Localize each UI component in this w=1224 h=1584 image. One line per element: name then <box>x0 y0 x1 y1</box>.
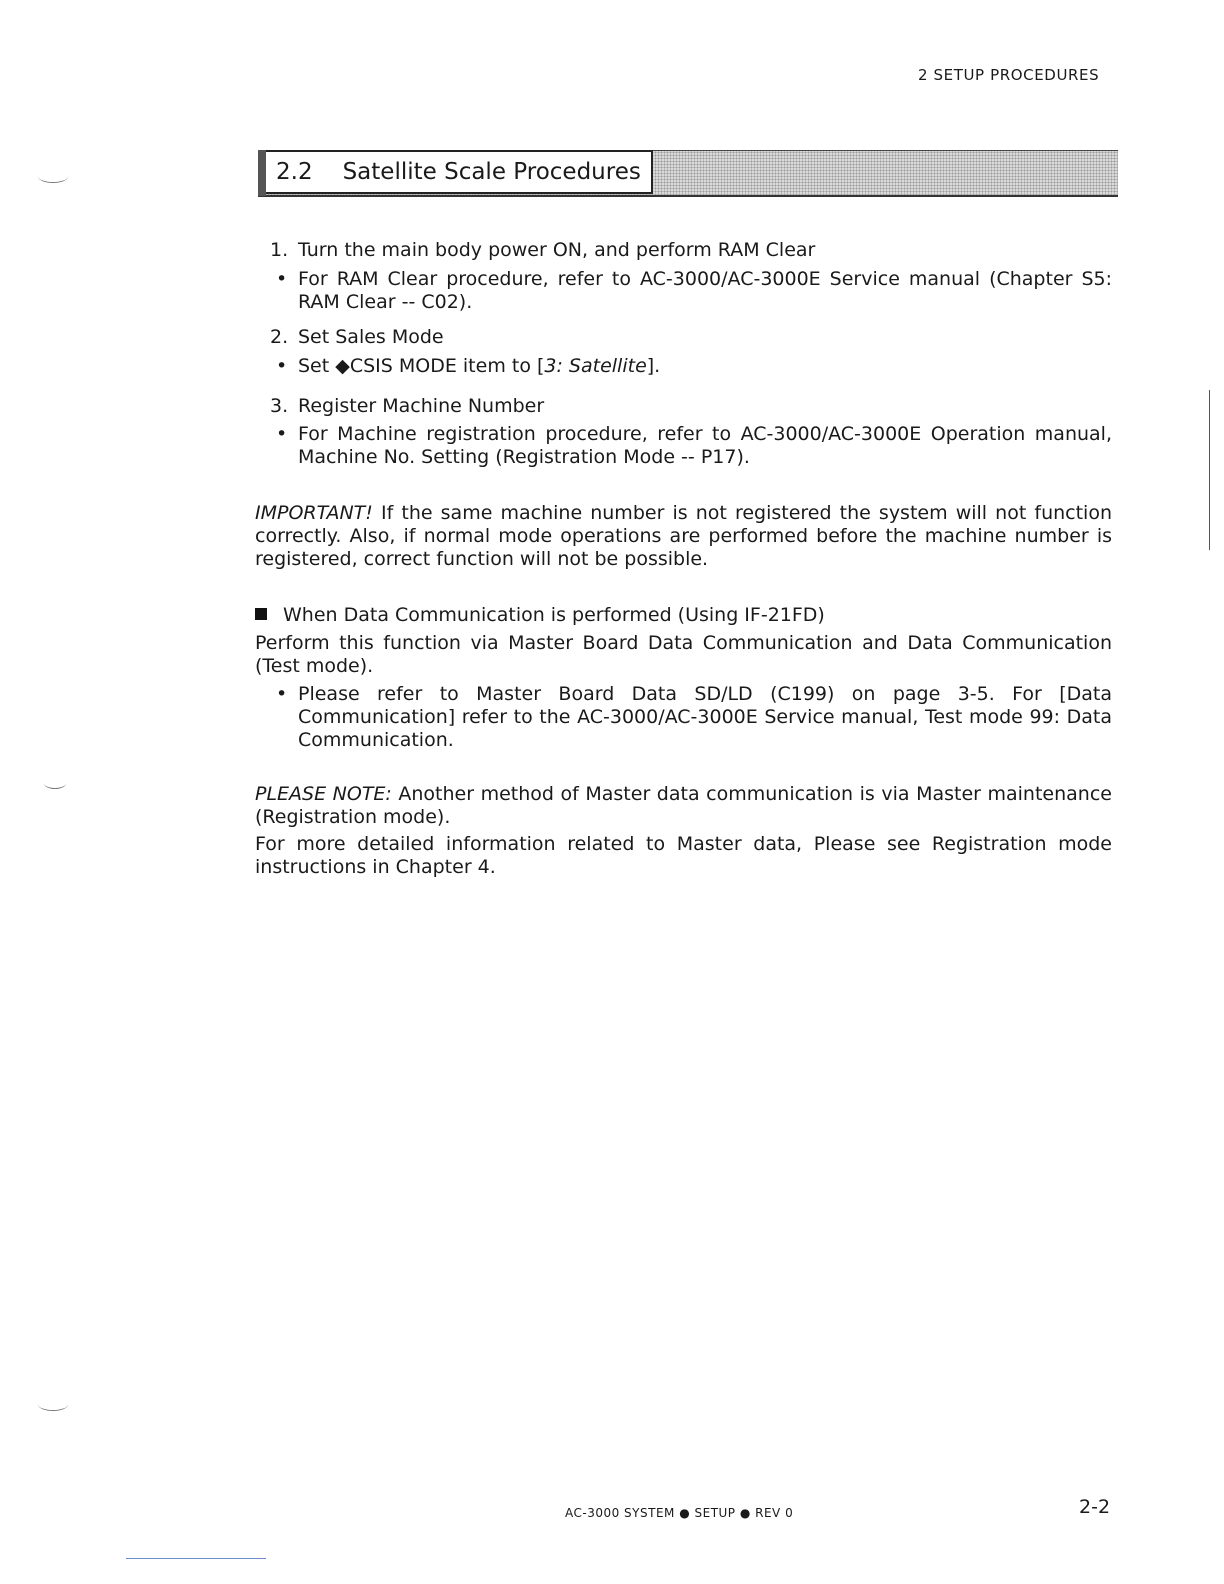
data-comm-bullet: • Please refer to Master Board Data SD/LD (C199) on page 3-5. For [Data Communication] refer to the AC-3000/AC-3000E Service manual, Test mode 99: Data Communication. <box>276 683 1112 751</box>
note-more-info: For more detailed information related to Master data, Please see Registration mode instructions in Chapter 4. <box>255 833 1112 878</box>
page-number: 2-2 <box>1079 1496 1111 1518</box>
scan-edge-line <box>1209 390 1210 550</box>
note-paragraph: PLEASE NOTE: Another method of Master data communication is via Master maintenance (Registration mode). <box>255 783 1112 828</box>
step-2-bullet: • Set ◆CSIS MODE item to [3: Satellite]. <box>276 355 661 377</box>
important-label: IMPORTANT! <box>255 502 373 524</box>
data-comm-heading: When Data Communication is performed (Using IF-21FD) <box>255 604 1112 627</box>
scan-hole-mark <box>38 1398 68 1411</box>
running-header: 2 SETUP PROCEDURES <box>918 66 1100 84</box>
step-1-bullet: • For RAM Clear procedure, refer to AC-3000/AC-3000E Service manual (Chapter S5: RAM Clear -- C02). <box>276 268 1112 313</box>
section-heading <box>266 150 653 194</box>
step-2-title: 2. Set Sales Mode <box>270 326 444 348</box>
square-bullet-icon <box>255 608 267 620</box>
footer-doc-id: AC-3000 SYSTEM ● SETUP ● REV 0 <box>565 1506 794 1520</box>
section-title: Satellite Scale Procedures <box>342 159 641 185</box>
section-number: 2.2 <box>276 159 313 185</box>
section-bar-edge <box>258 150 266 196</box>
data-comm-intro: Perform this function via Master Board Data Communication and Data Communication (Test mode). <box>255 632 1112 677</box>
scan-hole-mark <box>44 778 66 789</box>
scan-blue-line <box>126 1558 266 1559</box>
step-1-title: 1. Turn the main body power ON, and perform RAM Clear <box>270 239 816 261</box>
step-3-bullet: • For Machine registration procedure, refer to AC-3000/AC-3000E Operation manual, Machine No. Setting (Registration Mode -- P17). <box>276 423 1112 468</box>
step-3-title: 3. Register Machine Number <box>270 395 545 417</box>
scan-hole-mark <box>38 170 68 183</box>
note-label: PLEASE NOTE: <box>255 783 392 805</box>
important-paragraph: IMPORTANT! If the same machine number is not registered the system will not function correctly. Also, if normal mode operations are performed before the machine number is registered, correct function will not be possible. <box>255 502 1112 570</box>
